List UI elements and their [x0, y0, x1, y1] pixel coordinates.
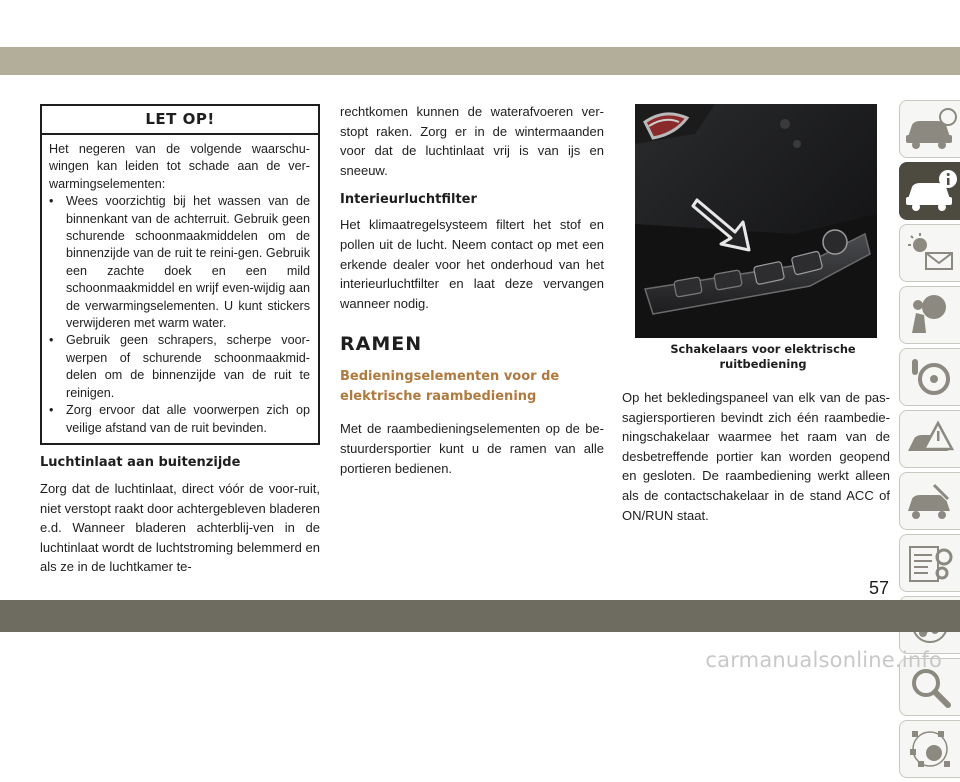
cabin-filter-heading: Interieurluchtfilter [340, 192, 477, 208]
caution-box [40, 104, 320, 445]
caution-bullet: • Wees voorzichtig bij het wassen van de binnenkant van de achterruit. Gebruik geen schurende schoonmaakmiddelen om de binnenzijde van de ruit te reini-gen. Gebruik een zachte doek en een mild schoonmaakmiddel en wrijf even-wijdig aan de verwarmingselementen. U kunt stickers verwijderen met warm water. [49, 194, 310, 331]
caution-title: LET OP! [42, 106, 318, 135]
column-2 [340, 102, 604, 478]
warning-triangle-icon [904, 417, 958, 461]
subsection-title: Bedieningselementen voor de elektrische raambediening [340, 369, 560, 405]
steering-wheel-icon [904, 355, 958, 399]
specifications-icon [904, 541, 958, 585]
tab-alphabetical-index[interactable] [899, 720, 960, 778]
air-intake-continuation: rechtkomen kunnen de waterafvoeren ver-stopt raken. Zorg er in de wintermaanden voor dat de luchtinlaat vrij is van ijs en sneeuw. [340, 104, 604, 178]
caution-body [42, 135, 318, 443]
tab-safety[interactable] [899, 286, 960, 344]
airbag-person-icon [904, 293, 958, 337]
watermark: carmanualsonline.info [705, 648, 942, 672]
figure-caption: Schakelaars voor elektrische ruitbediening [670, 342, 856, 371]
caution-list [49, 193, 310, 437]
caution-bullet: • Zorg ervoor dat alle voorwerpen zich op veilige afstand van de ruit bevinden. [49, 403, 310, 435]
tab-servicing-maintenance[interactable] [899, 472, 960, 530]
chapter-tabs [899, 100, 960, 782]
tab-in-case-of-emergency[interactable] [899, 410, 960, 468]
window-switch-photo [635, 104, 877, 338]
door-panel-illustration [635, 104, 877, 338]
air-intake-paragraph: Zorg dat de luchtinlaat, direct vóór de voor-ruit, niet verstopt raakt door achtergebleven bladeren e.d. Wanneer bladeren achterblij-ven in de luchtinlaat wordt de luchtstroming belemmerd en als ze in de luchtkamer te- [40, 480, 320, 575]
tab-getting-to-know-instrument-panel[interactable] [899, 162, 960, 220]
footer-band [0, 600, 960, 632]
dashboard-lights-icon [904, 231, 958, 275]
cabin-filter-paragraph: Het klimaatregelsysteem filtert het stof en pollen uit de lucht. Neem contact op met een erkende dealer voor het onderhoud van het interieurluchtfilter en laat deze vervangen wanneer nodig. [340, 217, 604, 311]
tab-instrument-cluster[interactable] [899, 224, 960, 282]
tab-getting-to-know-vehicle[interactable] [899, 100, 960, 158]
tab-starting-operating[interactable] [899, 348, 960, 406]
car-info-icon [904, 107, 958, 151]
car-info-icon [904, 169, 958, 213]
column-1 [40, 104, 320, 577]
header-band [0, 47, 960, 75]
passenger-switch-paragraph: Op het bekledingspaneel van elk van de pas-sagiersportieren bevindt zich één raambedie-ningschakelaar waarmee het raam van de desbetreffende portier kan worden geopend en gesloten. De raambediening werkt alleen als de contactschakelaar in de stand ACC of ON/RUN staat. [622, 390, 890, 523]
column-3 [622, 104, 890, 525]
caution-bullet: • Gebruik geen schrapers, scherpe voor-werpen of schurende schoonmaakmid-delen om de binnenzijde van de ruit te reinigen. [49, 333, 310, 400]
page-number: 57 [868, 578, 889, 598]
alphabet-index-icon [904, 727, 958, 771]
air-intake-heading: Luchtinlaat aan buitenzijde [40, 454, 241, 470]
car-wrench-icon [904, 479, 958, 523]
window-controls-paragraph: Met de raambedieningselementen op de be-stuurdersportier kunt u de ramen van alle portieren bedienen. [340, 421, 604, 476]
tab-technical-specifications[interactable] [899, 534, 960, 592]
section-title: RAMEN [340, 333, 423, 356]
caution-intro: Het negeren van de volgende waarschu-wingen kan leiden tot schade aan de ver-warmingselementen: [49, 142, 310, 191]
